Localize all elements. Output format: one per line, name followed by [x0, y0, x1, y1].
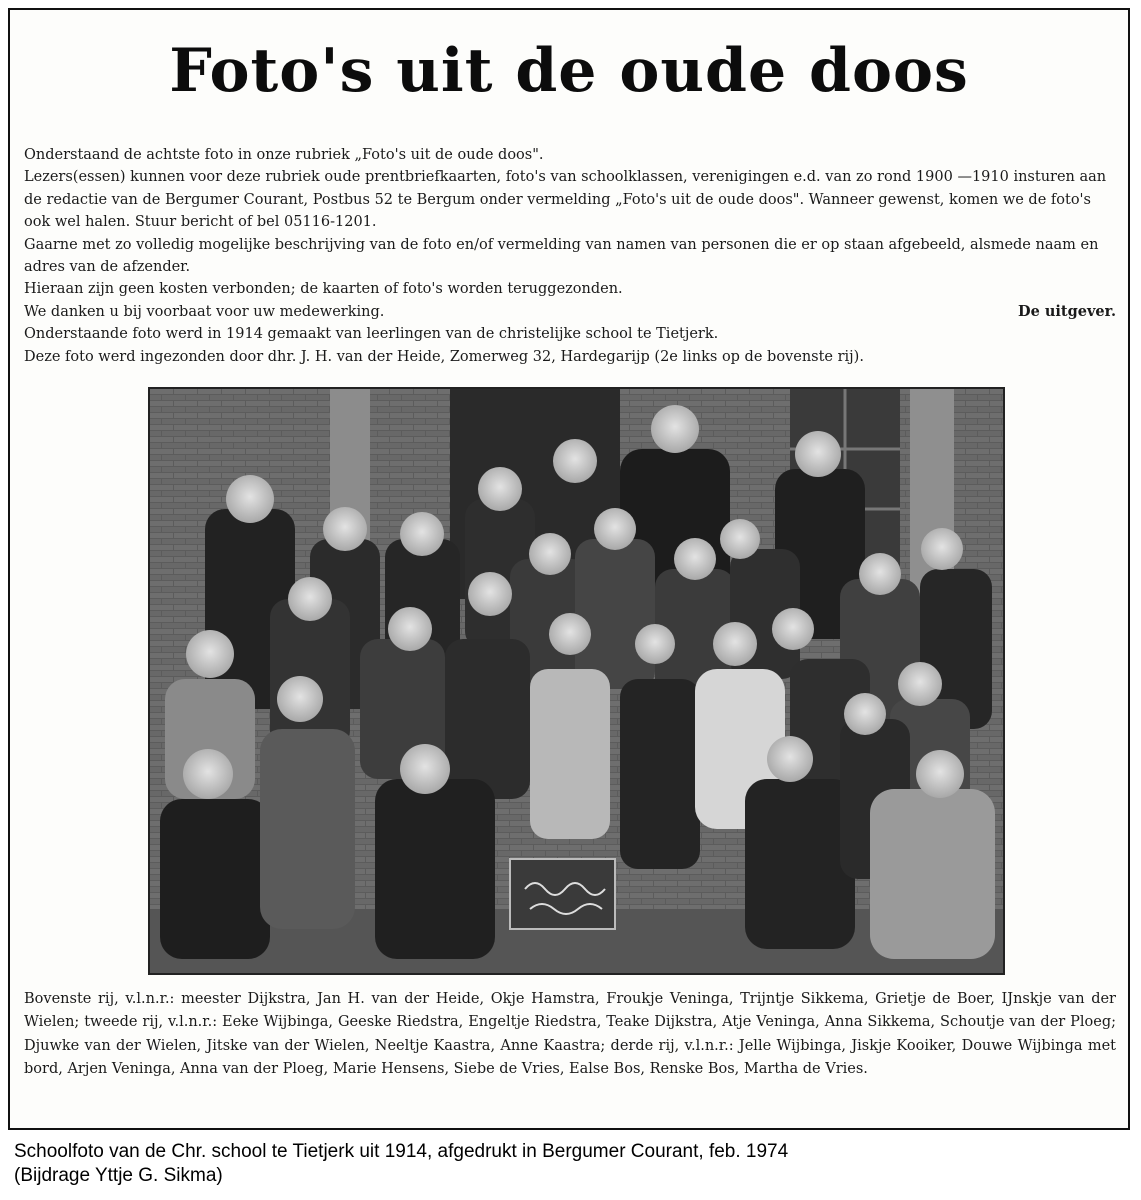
caption-credit: (Bijdrage Yttje G. Sikma)	[14, 1165, 223, 1186]
newspaper-clipping	[8, 8, 1130, 1130]
caption-line: Schoolfoto van de Chr. school te Tietjerk uit 1914, afgedrukt in Bergumer Courant, feb. 1974	[14, 1141, 789, 1162]
school-photo	[148, 387, 1005, 975]
caption	[14, 1140, 1134, 1188]
names-list: Bovenste rij, v.l.n.r.: meester Dijkstra, Jan H. van der Heide, Okje Hamstra, Froukje Veninga, Trijntje Sikkema, Grietje de Boer, IJnskje van der Wielen; tweede rij, v.l.n.r.: Eeke Wijbinga, Geeske Riedstra, Engeltje Riedstra, Teake Dijkstra, Atje Veninga, Anna Sikkema, Schoutje van der Ploeg; Djuwke van der Wielen, Jitske van der Wielen, Neeltje Kaastra, Anne Kaastra; derde rij, v.l.n.r.: Jelle Wijbinga, Jiskje Kooiker, Douwe Wijbinga met bord, Arjen Veninga, Anna van der Ploeg, Marie Hensens, Siebe de Vries, Ealse Bos, Renske Bos, Martha de Vries.	[24, 991, 1116, 1077]
headline: Foto's uit de oude doos	[169, 36, 969, 106]
intro-paragraph: Gaarne met zo volledig mogelijke beschrijving van de foto en/of vermelding van namen van personen die er op staan afgebeeld, alsmede naam en adres van de afzender.	[24, 236, 1099, 276]
photo-info: Onderstaande foto werd in 1914 gemaakt van leerlingen van de christelijke school te Tietjerk.	[24, 326, 719, 343]
intro-paragraph: Hieraan zijn geen kosten verbonden; de kaarten of foto's worden teruggezonden.	[24, 281, 623, 298]
intro-paragraph: Onderstaand de achtste foto in onze rubriek „Foto's uit de oude doos".	[24, 147, 544, 163]
intro-paragraph: Lezers(essen) kunnen voor deze rubriek oude prentbriefkaarten, foto's van schoolklassen, verenigingen e.d. van zo rond 1900 —1910 insturen aan de redactie van de Bergumer Courant, Postbus 52 te Bergum onder vermelding „Foto's uit de oude doos". Wanneer gewenst, komen we de foto's ook wel halen. Stuur bericht of bel 05116-1201.	[24, 169, 1107, 231]
school-photo-image	[150, 389, 1003, 973]
publisher-signature: De uitgever.	[1018, 302, 1116, 320]
photo-info: Deze foto werd ingezonden door dhr. J. H. van der Heide, Zomerweg 32, Hardegarijp (2e links op de bovenste rij).	[24, 348, 864, 365]
intro-text	[24, 144, 1116, 368]
thanks-text: We danken u bij voorbaat voor uw medewerking.	[24, 303, 385, 320]
thanks-line	[24, 301, 1116, 323]
